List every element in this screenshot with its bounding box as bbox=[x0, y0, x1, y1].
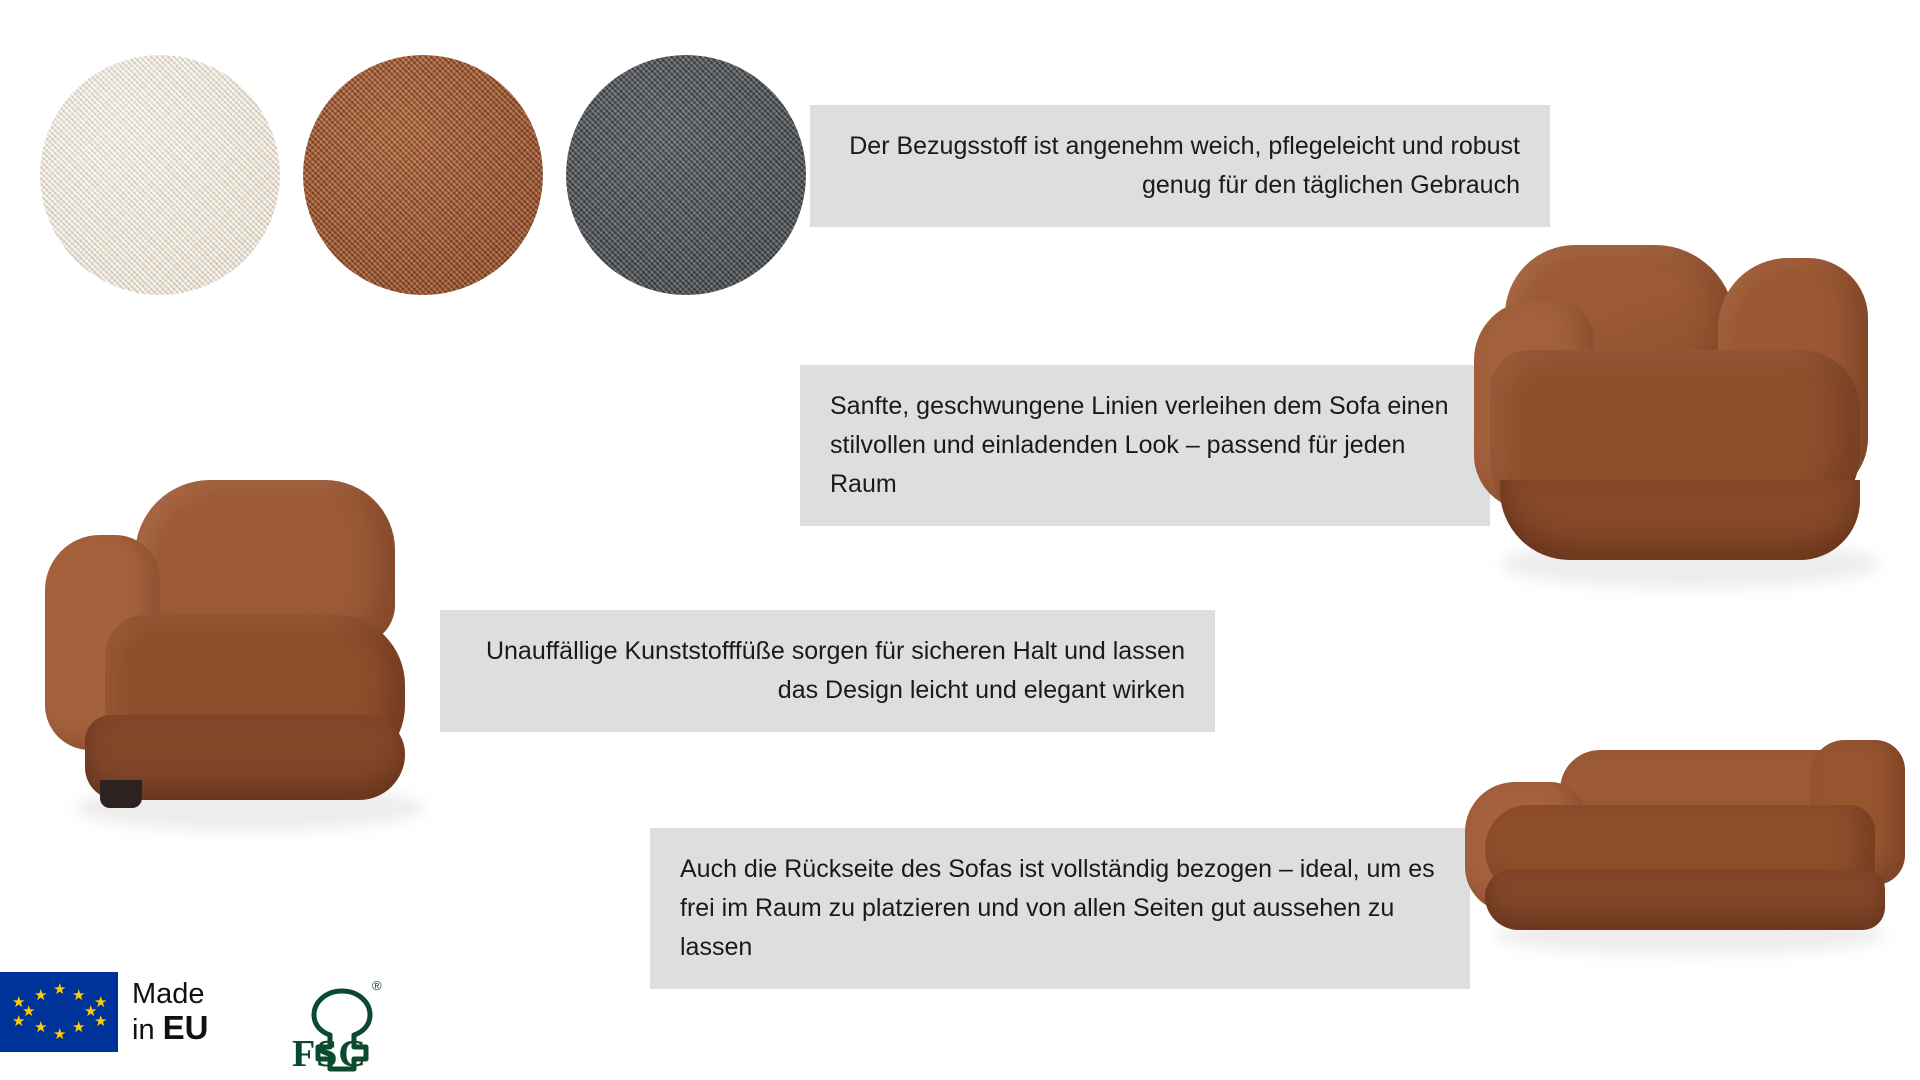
sofa-angled-view bbox=[1480, 230, 1910, 600]
fabric-swatch-terracotta bbox=[303, 55, 543, 295]
made-in-eu-badge bbox=[0, 972, 208, 1052]
made-label: Made bbox=[132, 978, 205, 1010]
fabric-texture-grey bbox=[566, 55, 806, 295]
sofa-armchair-view bbox=[50, 480, 450, 840]
sofa-base bbox=[1485, 870, 1885, 930]
made-in-eu-text bbox=[132, 977, 208, 1047]
fsc-registered-mark: ® bbox=[372, 978, 382, 993]
fabric-swatch-grey bbox=[566, 55, 806, 295]
caption-design: Sanfte, geschwungene Linien verleihen dem Sofa einen stilvollen und einladenden Look – passend für jeden Raum bbox=[800, 365, 1490, 526]
sofa-plastic-foot bbox=[100, 780, 142, 808]
fabric-texture-terracotta bbox=[303, 55, 543, 295]
sofa-rear-view bbox=[1455, 730, 1905, 970]
eu-flag-icon: ★ ★ ★ ★ ★ ★ ★ ★ ★ ★ ★ ★ bbox=[0, 972, 118, 1052]
caption-back: Auch die Rückseite des Sofas ist vollständig bezogen – ideal, um es frei im Raum zu platzieren und von allen Seiten gut aussehen zu lassen bbox=[650, 828, 1470, 989]
sofa-base bbox=[1500, 480, 1860, 560]
caption-fabric: Der Bezugsstoff ist angenehm weich, pflegeleicht und robust genug für den täglichen Gebrauch bbox=[810, 105, 1550, 227]
fabric-texture-cream bbox=[40, 55, 280, 295]
in-eu-label: in EU bbox=[132, 1009, 209, 1046]
caption-feet: Unauffällige Kunststofffüße sorgen für sicheren Halt und lassen das Design leicht und elegant wirken bbox=[440, 610, 1215, 732]
fabric-swatch-cream bbox=[40, 55, 280, 295]
fsc-label: FSC bbox=[292, 1033, 367, 1075]
